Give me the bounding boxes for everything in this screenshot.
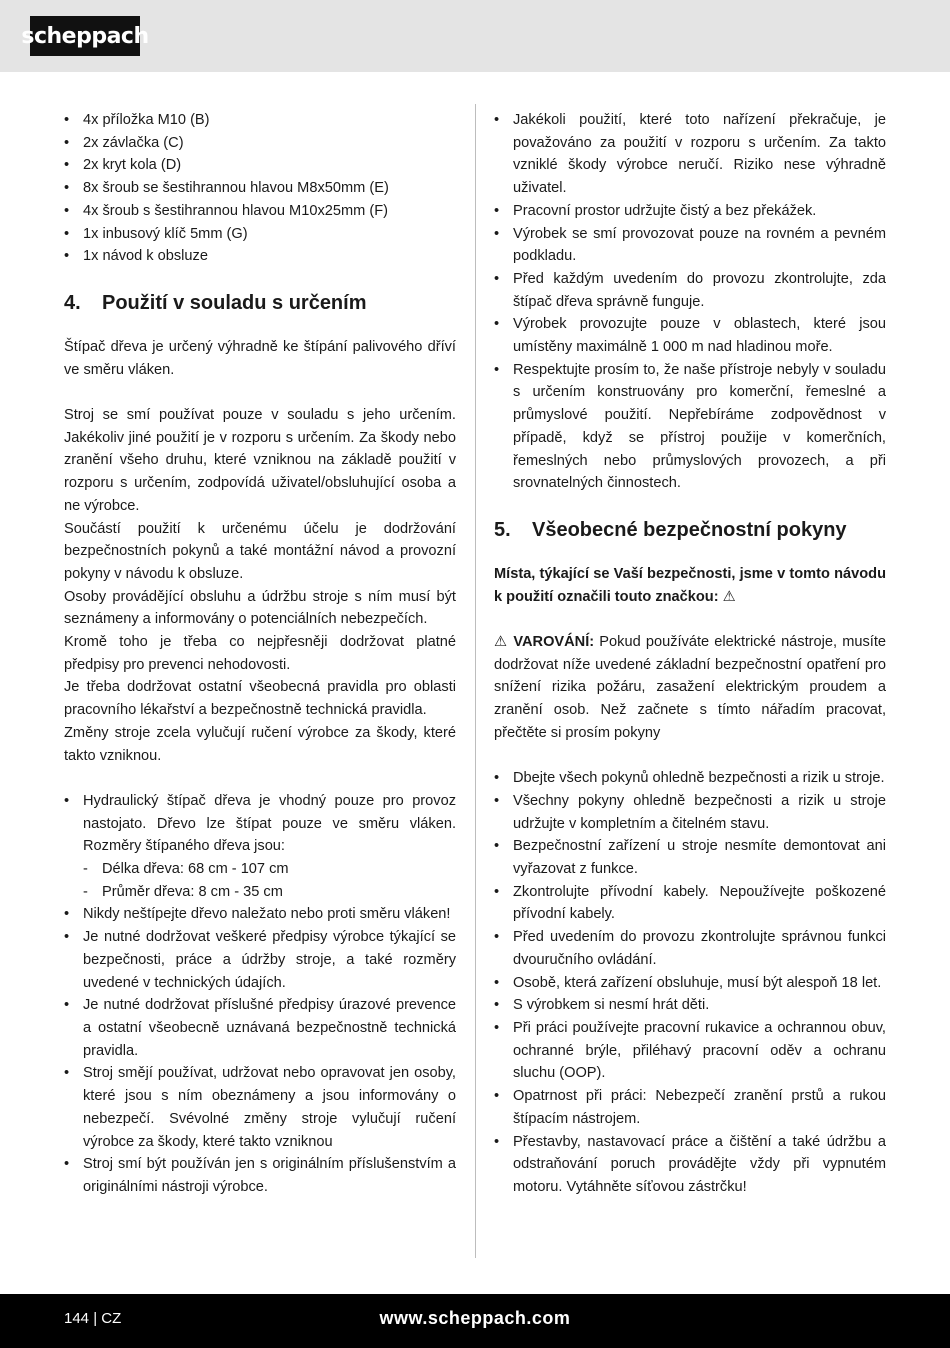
list-item: • Všechny pokyny ohledně bezpečnosti a rizik u stroje udržujte v kompletním a čitelném stavu. <box>494 790 886 835</box>
usage-bullets-continued <box>494 109 886 495</box>
column-divider <box>475 104 476 1258</box>
list-item: • 1x návod k obsluze <box>64 245 456 268</box>
paragraph: Kromě toho je třeba co nejpřesněji dodržovat platné předpisy pro prevenci nehodovosti. <box>64 634 456 673</box>
list-item: • Osobě, která zařízení obsluhuje, musí být alespoň 18 let. <box>494 972 886 995</box>
page-footer <box>0 1294 950 1348</box>
warning-paragraph <box>494 631 886 745</box>
list-item: • 4x příložka M10 (B) <box>64 109 456 132</box>
list-item: • Zkontrolujte přívodní kabely. Nepoužívejte poškozené přívodní kabely. <box>494 881 886 926</box>
section-5-heading <box>494 517 886 543</box>
list-item: • Nikdy neštípejte dřevo naležato nebo proti směru vláken! <box>64 903 456 926</box>
paragraph: Součástí použití k určenému účelu je dodržování bezpečnostních pokynů a také montážní návod a provozní pokyny v návodu k obsluze. <box>64 520 456 582</box>
section-title: Použití v souladu s určením <box>102 291 367 314</box>
dimension-item: - Délka dřeva: 68 cm - 107 cm <box>64 858 456 881</box>
list-item: • Výrobek se smí provozovat pouze na rovném a pevném podkladu. <box>494 223 886 268</box>
website-link[interactable]: www.scheppach.com <box>379 1308 571 1328</box>
list-item: • Při práci používejte pracovní rukavice a ochrannou obuv, ochranné brýle, přiléhavý pracovní oděv a ochranu sluchu (OOP). <box>494 1017 886 1085</box>
paragraph: Změny stroje zcela vylučují ručení výrobce za škody, které takto vzniknou. <box>64 724 456 764</box>
parts-list <box>64 109 456 268</box>
page-header <box>0 0 950 72</box>
list-item: • S výrobkem si nesmí hrát děti. <box>494 994 886 1017</box>
list-item: • Jakékoli použití, které toto nařízení překračuje, je považováno za použití v rozporu s určením. Za takto vzniklé škody výrobce neručí. Riziko nese výhradně uživatel. <box>494 109 886 200</box>
right-column <box>494 109 886 1199</box>
list-item: • 4x šroub s šestihrannou hlavou M10x25mm (F) <box>64 200 456 223</box>
safety-bullets <box>494 767 886 1198</box>
list-item: • Pracovní prostor udržujte čistý a bez překážek. <box>494 200 886 223</box>
list-item: • Stroj smí být používán jen s originálním příslušenstvím a originálními nástroji výrobce. <box>64 1153 456 1198</box>
list-item: • Je nutné dodržovat veškeré předpisy výrobce týkající se bezpečnosti, práce a údržby stroje, a také rozměry uvedené v technických údajích. <box>64 926 456 994</box>
section-4-heading <box>64 290 456 316</box>
paragraph: Stroj se smí používat pouze v souladu s jeho určením. Jakékoliv jiné použití je v rozporu s určením. Za škody nebo zranění všeho druhu, které vzniknou na základě použití v rozporu s určením, zodpovídá uživatel/obsluhující osoba a ne výrobce. <box>64 407 456 514</box>
list-item: • Přestavby, nastavovací práce a čištění a také údržbu a odstraňování poruch provádějte vždy při vypnutém motoru. Vytáhněte síťovou zástrčku! <box>494 1131 886 1199</box>
list-item: • Respektujte prosím to, že naše přístroje nebyly v souladu s určením konstruovány pro komerční, řemeslné a průmyslové použití. Nepřebíráme zodpovědnost v případě, když se přístroj použije v komerčních, řemeslných nebo průmyslových provozech, a při srovnatelných činnostech. <box>494 359 886 495</box>
warning-text: Pokud používáte elektrické nástroje, musíte dodržovat níže uvedené základní bezpečnostní opatření pro snížení rizika požáru, zasažení elektrickým proudem a zranění osob. Než začnete s tímto nářadím pracovat, přečtěte si prosím pokyny <box>494 634 886 741</box>
list-item: • 8x šroub se šestihrannou hlavou M8x50mm (E) <box>64 177 456 200</box>
list-item: • Výrobek provozujte pouze v oblastech, které jsou umístěny maximálně 1 000 m nad hladinou moře. <box>494 313 886 358</box>
list-item: • Bezpečnostní zařízení u stroje nesmíte demontovat ani vyřazovat z funkce. <box>494 835 886 880</box>
usage-bullets <box>64 790 456 1199</box>
scheppach-logo: scheppach <box>30 16 140 56</box>
page-number: 144 | CZ <box>64 1310 122 1327</box>
dimension-item: - Průměr dřeva: 8 cm - 35 cm <box>64 881 456 904</box>
section-number: 5. <box>494 518 511 541</box>
safety-intro: Místa, týkající se Vaší bezpečnosti, jsme v tomto návodu k použití označili touto značkou: ⚠ <box>494 565 886 605</box>
list-item: • Dbejte všech pokynů ohledně bezpečnosti a rizik u stroje. <box>494 767 886 790</box>
section-number: 4. <box>64 291 81 314</box>
list-item: • 2x závlačka (C) <box>64 132 456 155</box>
paragraph: Je třeba dodržovat ostatní všeobecná pravidla pro oblasti pracovního lékařství a bezpečnostně technická pravidla. <box>64 679 456 719</box>
list-item: • Hydraulický štípač dřeva je vhodný pouze pro provoz nastojato. Dřevo lze štípat pouze ve směru vláken. Rozměry štípaného dřeva jsou: <box>64 790 456 858</box>
list-item: • Stroj smějí používat, udržovat nebo opravovat jen osoby, které jsou s ním obeznámeny a jsou informovány o nebezpečí. Svévolné změny stroje vylučují ručení výrobce za škody, které takto vzniknou <box>64 1062 456 1153</box>
list-item: • Před uvedením do provozu zkontrolujte správnou funkci dvouručního ovládání. <box>494 926 886 971</box>
warning-label: ⚠ VAROVÁNÍ: <box>494 634 595 651</box>
left-column <box>64 109 456 1199</box>
list-item: • Je nutné dodržovat příslušné předpisy úrazové prevence a ostatní všeobecně uznávaná bezpečnostně technická pravidla. <box>64 994 456 1062</box>
section-title: Všeobecné bezpečnostní pokyny <box>532 518 847 541</box>
list-item: • 1x inbusový klíč 5mm (G) <box>64 223 456 246</box>
list-item: • 2x kryt kola (D) <box>64 154 456 177</box>
list-item: • Před každým uvedením do provozu zkontrolujte, zda štípač dřeva správně funguje. <box>494 268 886 313</box>
paragraph: Štípač dřeva je určený výhradně ke štípání palivového dříví ve směru vláken. <box>64 338 456 378</box>
list-item: • Opatrnost při práci: Nebezpečí zranění prstů a rukou štípacím nástrojem. <box>494 1085 886 1130</box>
paragraph: Osoby provádějící obsluhu a údržbu stroje s ním musí být seznámeny a informovány o potenciálních nebezpečích. <box>64 588 456 628</box>
